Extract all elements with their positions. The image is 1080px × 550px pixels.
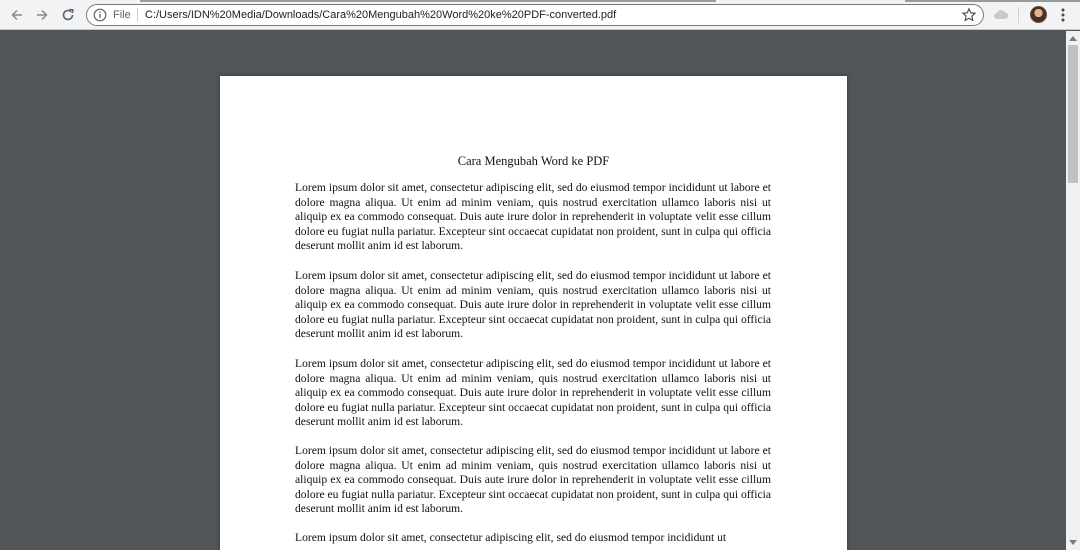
tab-strip-edge: [140, 0, 716, 2]
address-bar[interactable]: [86, 4, 984, 26]
document-title: Cara Mengubah Word ke PDF: [457, 154, 610, 168]
scroll-up-icon: [1069, 35, 1077, 41]
paragraph: Lorem ipsum dolor sit amet, consectetur adipiscing elit, sed do eiusmod tempor incididunt ut labore et dolore magna aliqua. Ut enim ad minim veniam, quis nostrud exercitation ullamco laboris nisi ut aliquip ex ea commodo consequat. Duis aute irure dolor in reprehenderit in voluptate velit esse cillum dolore eu fugiat nulla pariatur. Excepteur sint occaecat cupidatat non proident, sunt in culpa qui officia deserunt mollit anim id est laborum.: [295, 357, 771, 429]
scroll-down-button[interactable]: [1066, 536, 1080, 550]
reload-icon: [61, 8, 75, 22]
url-scheme-label: File: [113, 9, 131, 21]
tab-strip-edge: [905, 0, 1080, 2]
paragraph: Lorem ipsum dolor sit amet, consectetur adipiscing elit, sed do eiusmod tempor incididunt ut labore et dolore magna aliqua. Ut enim ad minim veniam, quis nostrud exercitation ullamco laboris nisi ut aliquip ex ea commodo consequat. Duis aute irure dolor in reprehenderit in voluptate velit esse cillum dolore eu fugiat nulla pariatur. Excepteur sint occaecat cupidatat non proident, sunt in culpa qui officia deserunt mollit anim id est laborum.: [295, 181, 771, 253]
scroll-thumb[interactable]: [1068, 45, 1078, 183]
pdf-viewer: [0, 31, 1066, 550]
back-icon: [10, 8, 24, 22]
reload-button[interactable]: [58, 5, 78, 25]
pdf-page: [220, 76, 847, 550]
star-icon[interactable]: [961, 7, 977, 23]
paragraph: Lorem ipsum dolor sit amet, consectetur adipiscing elit, sed do eiusmod tempor incididunt ut labore et dolore magna aliqua. Ut enim ad minim veniam, quis nostrud exercitation ullamco laboris nisi ut aliquip ex ea commodo consequat. Duis aute irure dolor in reprehenderit in voluptate velit esse cillum dolore eu fugiat nulla pariatur. Excepteur sint occaecat cupidatat non proident, sunt in culpa qui officia deserunt mollit anim id est laborum.: [295, 269, 771, 341]
back-button[interactable]: [7, 5, 27, 25]
more-icon[interactable]: [1056, 6, 1070, 24]
forward-icon: [35, 8, 49, 22]
paragraph: Lorem ipsum dolor sit amet, consectetur adipiscing elit, sed do eiusmod tempor incididunt ut: [295, 531, 727, 544]
avatar[interactable]: [1030, 6, 1047, 23]
scroll-down-icon: [1069, 540, 1077, 546]
vertical-scrollbar[interactable]: [1066, 31, 1080, 550]
toolbar-divider: [1018, 7, 1019, 23]
forward-button[interactable]: [32, 5, 52, 25]
scroll-up-button[interactable]: [1066, 31, 1080, 45]
url-text[interactable]: C:/Users/IDN%20Media/Downloads/Cara%20Mengubah%20Word%20ke%20PDF-converted.pdf: [145, 9, 617, 21]
paragraph: Lorem ipsum dolor sit amet, consectetur adipiscing elit, sed do eiusmod tempor incididunt ut labore et dolore magna aliqua. Ut enim ad minim veniam, quis nostrud exercitation ullamco laboris nisi ut aliquip ex ea commodo consequat. Duis aute irure dolor in reprehenderit in voluptate velit esse cillum dolore eu fugiat nulla pariatur. Excepteur sint occaecat cupidatat non proident, sunt in culpa qui officia deserunt mollit anim id est laborum.: [295, 444, 771, 516]
info-icon[interactable]: [93, 8, 107, 22]
omnibox-divider: [137, 8, 138, 22]
extension-icon[interactable]: [993, 7, 1009, 23]
browser-toolbar: [0, 0, 1080, 30]
